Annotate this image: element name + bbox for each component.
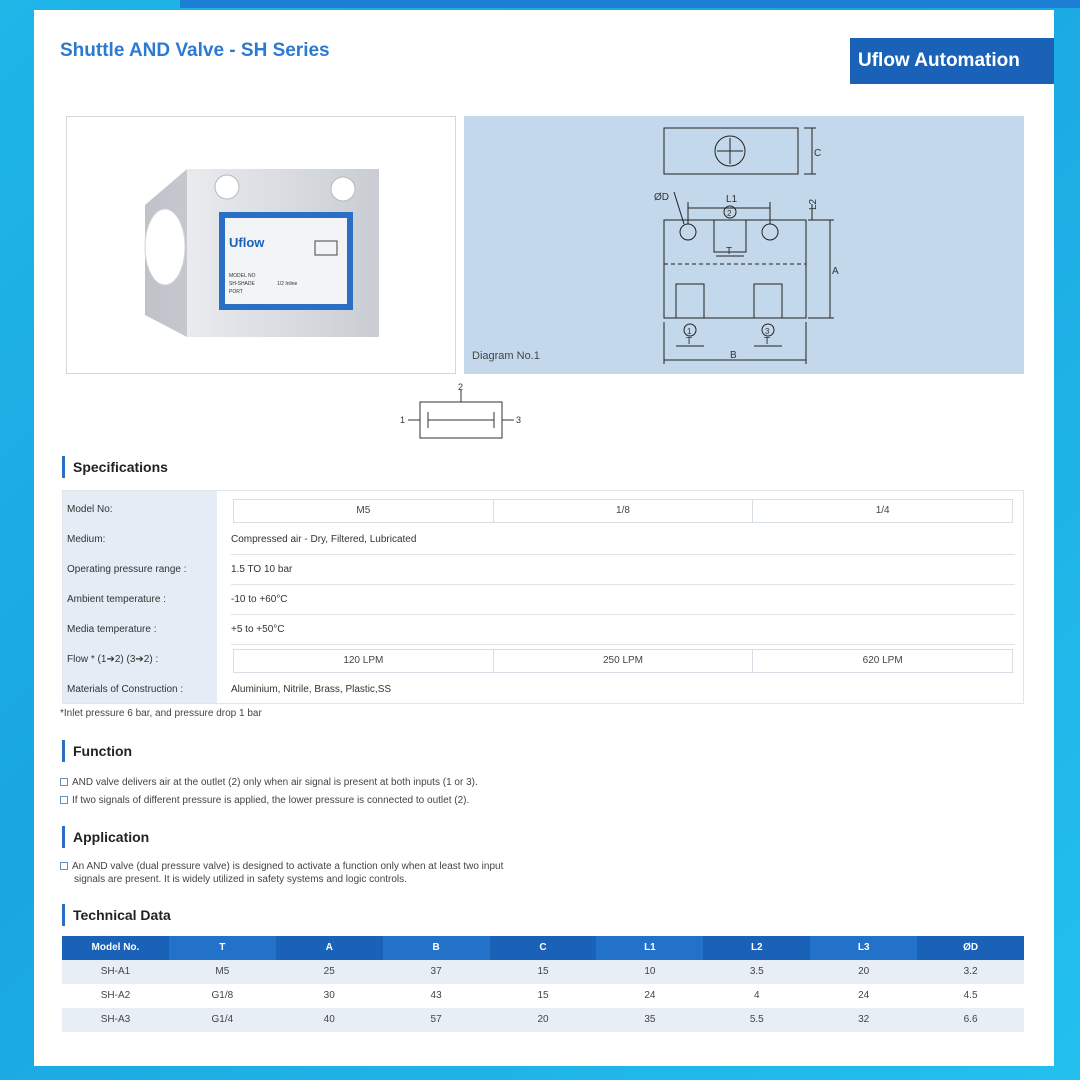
label-line-1: MODEL NO <box>229 273 256 279</box>
spec-label: Materials of Construction : <box>67 684 184 695</box>
spec-row-media-temp <box>63 615 1025 645</box>
table-row: SH-A2 G1/8 30 43 15 24 4 24 4.5 <box>100 990 978 1001</box>
label-line-2: SH-SHADE <box>229 281 255 287</box>
dim-label-l1: L1 <box>726 194 738 205</box>
top-accent-bar <box>180 0 1080 8</box>
spec-cell: 1/4 <box>875 505 890 516</box>
spec-cell: 120 LPM <box>234 650 494 672</box>
spec-value: Aluminium, Nitrile, Brass, Plastic,SS <box>231 684 392 695</box>
function-item: AND valve delivers air at the outlet (2) only when air signal is present at both inputs (1 or 3). <box>60 776 478 789</box>
specifications-heading: Specifications <box>62 456 168 478</box>
spec-cell: 250 LPM <box>494 650 754 672</box>
spec-row-flow <box>63 645 1025 675</box>
valve-illustration <box>67 117 457 375</box>
spec-value: 1.5 TO 10 bar <box>231 564 293 575</box>
table-row: SH-A1 M5 25 37 15 10 3.5 20 3.2 <box>62 960 1024 984</box>
datasheet-page <box>34 10 1054 1066</box>
spec-footnote: *Inlet pressure 6 bar, and pressure drop 1 bar <box>60 708 262 719</box>
spec-row-model <box>63 495 1025 525</box>
checkbox-icon <box>60 862 68 870</box>
technical-data-heading: Technical Data <box>62 904 171 926</box>
spec-row-materials <box>63 675 1025 705</box>
dim-label-b: B <box>730 350 737 361</box>
spec-value: -10 to +60°C <box>231 594 288 605</box>
spec-row-pressure <box>63 555 1025 585</box>
spec-label: Ambient temperature : <box>67 594 166 605</box>
application-item: An AND valve (dual pressure valve) is designed to activate a function only when at least two input <box>60 860 503 873</box>
function-item: If two signals of different pressure is applied, the lower pressure is connected to outlet (2). <box>60 794 469 807</box>
dimension-diagram <box>464 116 1024 374</box>
spec-cells <box>233 649 1013 673</box>
spec-label: Model No: <box>67 504 113 515</box>
dimension-drawing <box>464 116 1024 374</box>
spec-label: Medium: <box>67 534 106 545</box>
label-port-text: 1/2 Inline <box>277 281 298 287</box>
function-heading: Function <box>62 740 132 762</box>
brand-badge: Uflow Automation <box>850 38 1054 84</box>
page-title: Shuttle AND Valve - SH Series <box>60 40 330 61</box>
application-heading: Application <box>62 826 149 848</box>
symbol-port-1: 1 <box>400 415 406 425</box>
spec-label: Flow * (1➔2) (3➔2) : <box>67 654 159 665</box>
technical-data-table <box>62 936 1024 1032</box>
spec-value: +5 to +50°C <box>231 624 285 635</box>
spec-label: Operating pressure range : <box>67 564 187 575</box>
spec-cell: M5 <box>234 500 494 522</box>
checkbox-icon <box>60 778 68 786</box>
spec-cells <box>233 499 1013 523</box>
dim-port-2: 2 <box>727 209 732 218</box>
dim-port-3: 3 <box>765 327 770 336</box>
dim-label-t-port1: T <box>686 336 693 347</box>
spec-cell: 1/8 <box>494 500 754 522</box>
application-item-continued: signals are present. It is widely utilized in safety systems and logic controls. <box>74 874 407 885</box>
label-logo: Uflow <box>229 235 265 250</box>
table-row: SH-A3 G1/4 40 57 20 35 5.5 32 6.6 <box>62 1008 1024 1032</box>
spec-label: Media temperature : <box>67 624 157 635</box>
dim-label-t: T <box>726 246 733 257</box>
symbol-port-2: 2 <box>458 382 464 392</box>
product-photo <box>66 116 456 374</box>
spec-cell: 620 LPM <box>862 655 903 666</box>
spec-value: Compressed air - Dry, Filtered, Lubricated <box>231 534 417 545</box>
checkbox-icon <box>60 796 68 804</box>
specifications-table <box>62 490 1024 704</box>
symbol-port-3: 3 <box>516 415 522 425</box>
dim-label-t-port3: T <box>764 336 771 347</box>
dim-label-phi-d: ØD <box>654 192 669 203</box>
spec-row-medium <box>63 525 1025 555</box>
spec-row-ambient-temp <box>63 585 1025 615</box>
dim-label-l2: L2 <box>808 198 819 210</box>
diagram-caption: Diagram No.1 <box>472 350 540 362</box>
pneumatic-symbol <box>398 382 528 448</box>
dim-port-1: 1 <box>687 327 692 336</box>
dim-label-a: A <box>832 266 839 277</box>
dim-label-c: C <box>814 148 822 159</box>
label-line-3: PORT <box>229 289 243 295</box>
table-header-row: Model No. T A B C L1 L2 L3 ØD <box>62 936 1024 960</box>
